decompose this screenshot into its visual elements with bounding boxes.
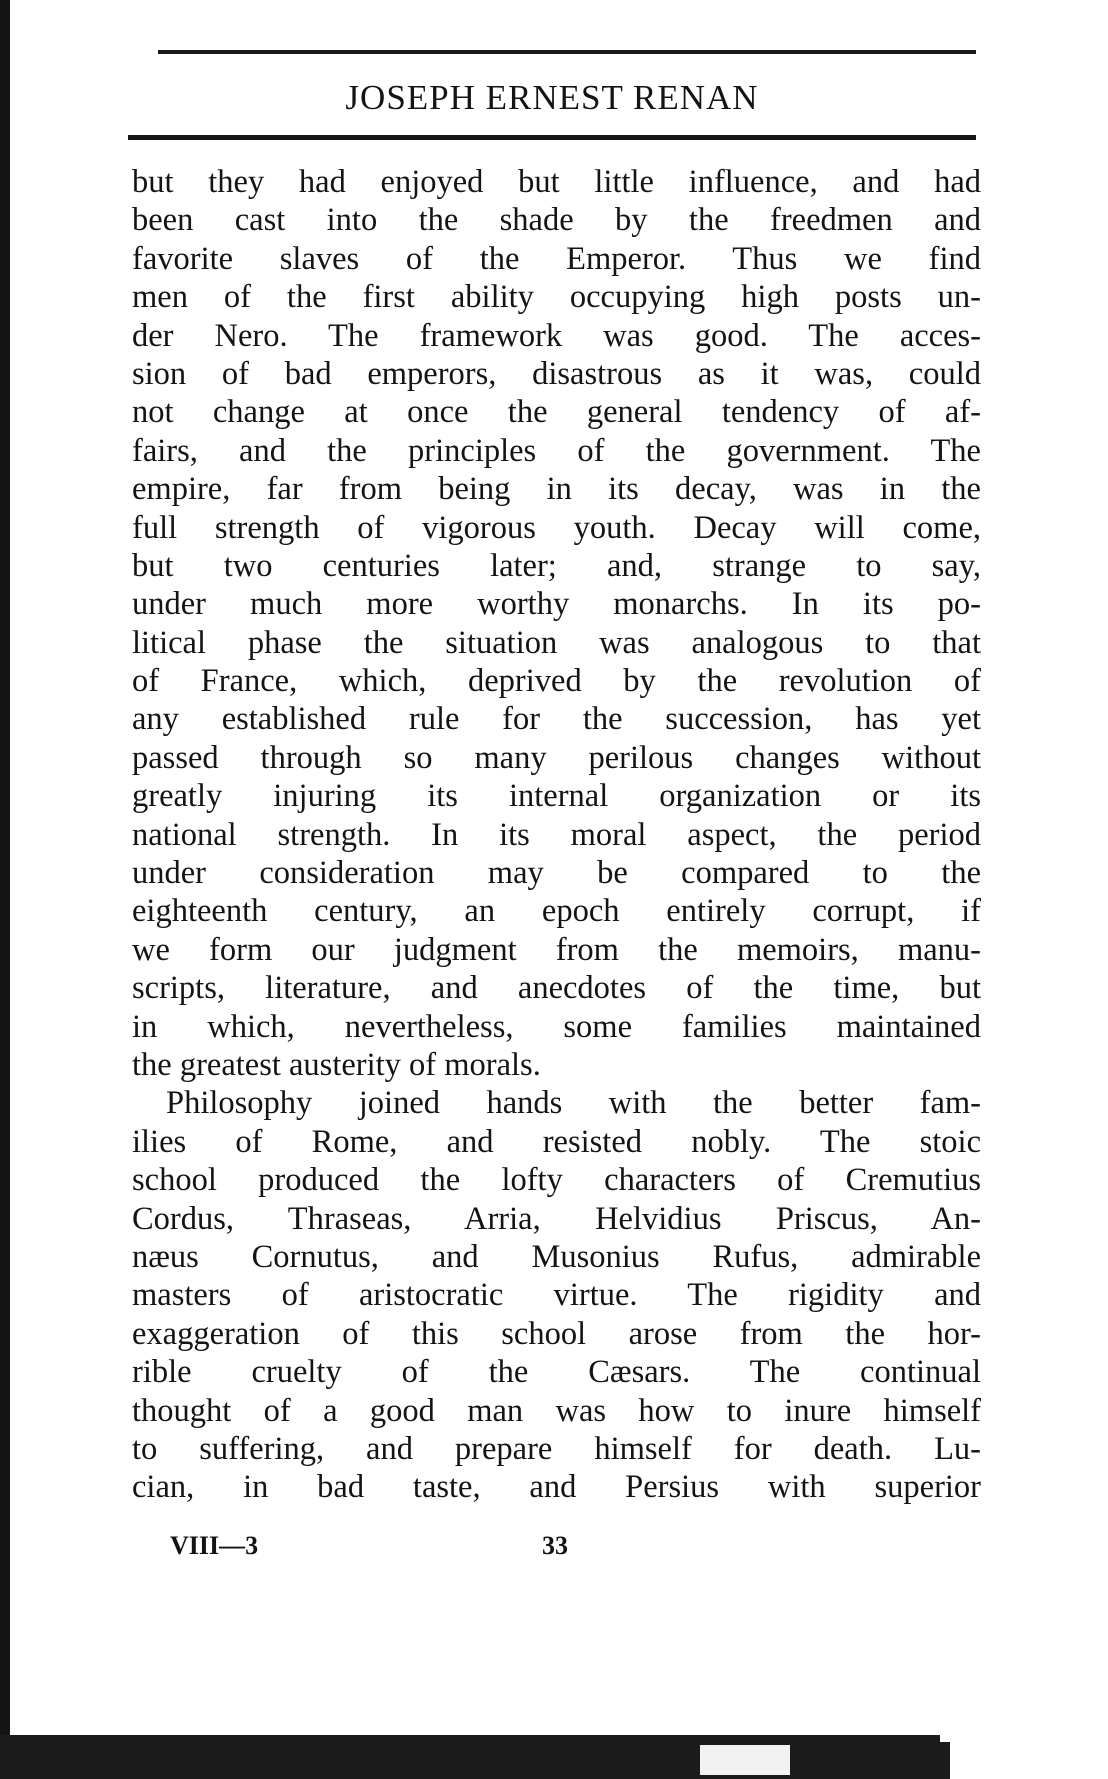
text-line: full strength of vigorous youth. Decay will come, — [132, 509, 981, 546]
text-line: of France, which, deprived by the revolution of — [132, 663, 981, 700]
text-line: school produced the lofty characters of Cremutius — [132, 1162, 981, 1199]
text-line: eighteenth century, an epoch entirely corrupt, if — [132, 893, 981, 930]
header-rule — [128, 135, 976, 140]
top-rule — [128, 50, 976, 54]
text-line: but they had enjoyed but little influence, and had — [132, 164, 981, 200]
text-line: Philosophy joined hands with the better fam- — [166, 1085, 981, 1122]
text-line: empire, far from being in its decay, was in the — [132, 471, 981, 508]
text-line: passed through so many perilous changes without — [132, 739, 981, 776]
body-text — [132, 163, 981, 1560]
text-line: der Nero. The framework was good. The acces- — [132, 317, 981, 354]
text-line: scripts, literature, and anecdotes of the time, but — [132, 970, 981, 1007]
text-line: rible cruelty of the Cæsars. The continual — [132, 1354, 981, 1391]
running-head: JOSEPH ERNEST RENAN — [345, 78, 759, 117]
text-line: men of the first ability occupying high posts un- — [132, 279, 981, 316]
text-line: in which, nevertheless, some families maintained — [132, 1008, 981, 1045]
text-line: sion of bad emperors, disastrous as it was, could — [132, 355, 981, 392]
text-line: fairs, and the principles of the government. The — [132, 432, 981, 469]
text-line: litical phase the situation was analogous to that — [132, 624, 981, 661]
text-line: Cordus, Thraseas, Arria, Helvidius Priscus, An- — [132, 1200, 981, 1237]
text-line: greatly injuring its internal organization or its — [132, 778, 981, 815]
text-line: under much more worthy monarchs. In its po- — [132, 586, 981, 623]
page-number: 33 — [542, 1530, 568, 1560]
text-line: been cast into the shade by the freedmen and — [132, 202, 981, 239]
paragraph-1 — [132, 163, 981, 1084]
text-line: but two centuries later; and, strange to say, — [132, 547, 981, 584]
top-rule-break — [128, 48, 158, 54]
text-line: under consideration may be compared to the — [132, 855, 981, 892]
text-line: thought of a good man was how to inure himself — [132, 1392, 981, 1429]
paragraph-2 — [132, 1084, 981, 1506]
text-line: næus Cornutus, and Musonius Rufus, admirable — [132, 1238, 981, 1275]
scan-left-edge — [0, 0, 10, 1779]
text-line: the greatest austerity of morals. — [132, 1046, 541, 1083]
text-line: ilies of Rome, and resisted nobly. The stoic — [132, 1123, 981, 1160]
text-line: exaggeration of this school arose from the hor- — [132, 1315, 981, 1352]
text-line: cian, in bad taste, and Persius with superior — [132, 1469, 981, 1506]
page-footer — [132, 1527, 981, 1567]
signature-mark: VIII—3 — [170, 1530, 259, 1560]
text-line: favorite slaves of the Emperor. Thus we find — [132, 240, 981, 277]
scan-bottom-edge-gap — [700, 1745, 790, 1775]
text-line: to suffering, and prepare himself for death. Lu- — [132, 1430, 981, 1467]
text-line: national strength. In its moral aspect, the period — [132, 816, 981, 853]
text-line: masters of aristocratic virtue. The rigidity and — [132, 1277, 981, 1314]
text-line: not change at once the general tendency of af- — [132, 394, 981, 431]
text-line: any established rule for the succession, has yet — [132, 701, 981, 738]
text-line: we form our judgment from the memoirs, manu- — [132, 931, 981, 968]
scan-bottom-edge-right — [790, 1742, 950, 1779]
